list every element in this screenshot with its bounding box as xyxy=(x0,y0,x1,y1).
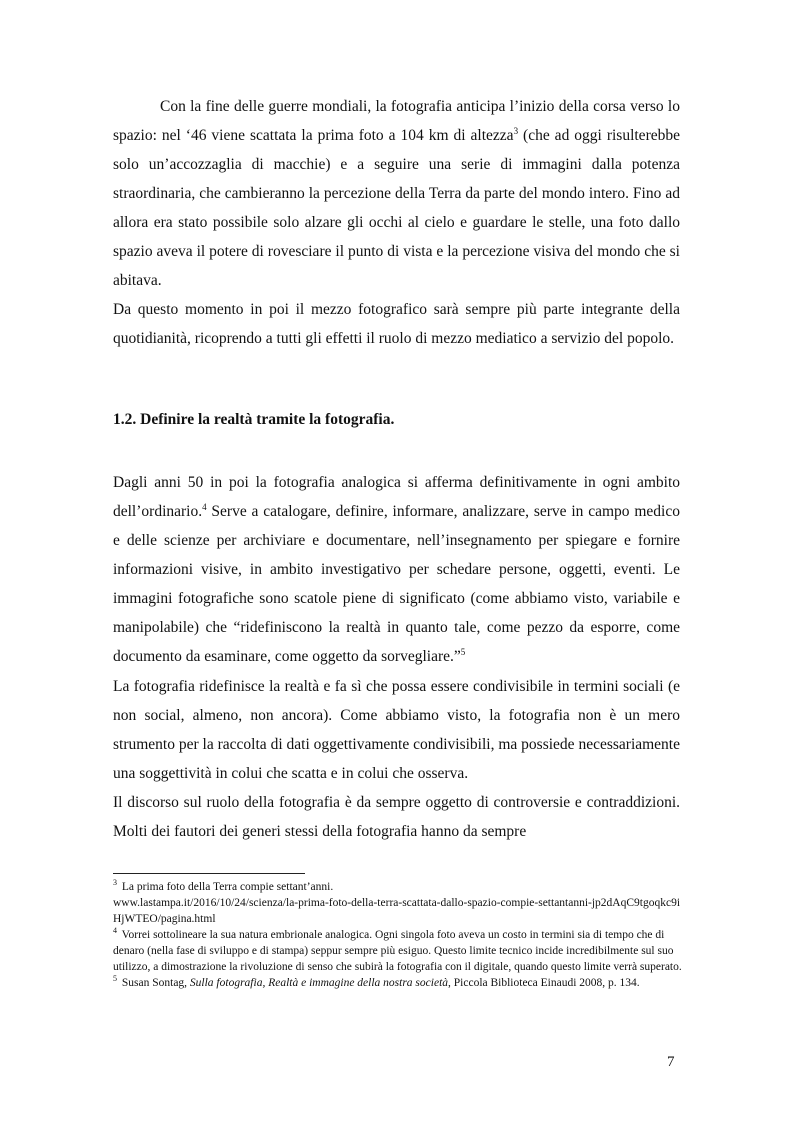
footnote-5 xyxy=(113,975,685,991)
footnote-separator xyxy=(113,873,305,874)
paragraph-text: (che ad oggi risulterebbe solo un’accozzaglia di macchie) e a seguire una serie di immagini dalla potenza straordinaria, che cambieranno la percezione della Terra da parte del mondo intero. Fino ad allora era stato possibile solo alzare gli occhi al cielo e guardare le stelle, una foto dallo spazio aveva il potere di rovesciare il punto di vista e la percezione visiva del mondo che si abitava. xyxy=(113,127,680,289)
footnote-book-title: Sulla fotografia, Realtà e immagine della nostra società xyxy=(189,977,449,989)
paragraph-text: Dagli anni 50 in poi la fotografia analogica si afferma definitivamente in ogni ambito dell’ordinario. xyxy=(113,474,680,520)
paragraph-text: Serve a catalogare, definire, informare, analizzare, serve in campo medico e delle scienze per archiviare e documentare, nell’insegnamento per spiegare e fornire informazioni visive, in ambito investigativo per schedare persone, oggetti, eventi. Le immagini fotografiche sono scatole piene di significato (come abbiamo visto, variabile e manipolabile) che “ridefiniscono la realtà in quanto tale, come pezzo da esporre, come documento da esaminare, come oggetto da sorvegliare.” xyxy=(113,503,680,665)
footnote-4 xyxy=(113,927,685,975)
footnote-3 xyxy=(113,879,685,927)
footnote-ref-3[interactable]: 3 xyxy=(513,125,519,136)
footnote-ref-4[interactable]: 4 xyxy=(202,501,207,512)
footnote-text: La prima foto della Terra compie settant’anni. xyxy=(119,881,334,893)
footnote-number: 5 xyxy=(113,974,117,984)
section-heading: 1.2. Definire la realtà tramite la fotografia. xyxy=(113,411,395,428)
footnote-author: Susan Sontag, xyxy=(119,977,190,989)
paragraph-text: Con la fine delle guerre mondiali, la fotografia anticipa l’inizio della corsa verso lo spazio: nel ‘46 viene scattata la prima foto a 104 km di altezza xyxy=(113,98,680,144)
footnote-text: Vorrei sottolineare la sua natura embrionale analogica. Ogni singola foto aveva un costo in termini sia di tempo che di denaro (nella fase di sviluppo e di stampa) seppur sempre più esiguo. Questo limite tecnico incide incredibilmente sul suo utilizzo, a dimostrazione la rivoluzione di senso che subirà la fotografia con il digitale, quando questo limite verrà superato. xyxy=(113,929,682,973)
footnote-link[interactable]: www.lastampa.it/2016/10/24/scienza/la-prima-foto-della-terra-scattata-dallo-spazio-compie-settantanni-jp2dAqC9tgoqkc9iHjWTEO/pagina.html xyxy=(113,897,681,925)
footnote-number: 3 xyxy=(113,878,117,888)
footnote-ref-5[interactable]: 5 xyxy=(460,646,466,657)
footnotes xyxy=(113,879,685,991)
paragraph-controversy: Il discorso sul ruolo della fotografia è da sempre oggetto di controversie e contraddizioni. Molti dei fautori dei generi stessi della fotografia hanno da sempre xyxy=(113,794,680,840)
page-number: 7 xyxy=(667,1054,675,1070)
paragraph-space-photo xyxy=(113,92,680,295)
footnote-text: , Piccola Biblioteca Einaudi 2008, p. 134. xyxy=(448,977,640,989)
paragraph-reality: La fotografia ridefinisce la realtà e fa sì che possa essere condivisibile in termini sociali (e non social, almeno, non ancora). Come abbiamo visto, la fotografia non è un mero strumento per la raccolta di dati oggettivamente condivisibili, ma possiede necessariamente una soggettività in colui che scatta e in colui che osserva. xyxy=(113,678,680,782)
paragraph-analog-photography xyxy=(113,468,680,671)
footnote-number: 4 xyxy=(113,926,117,936)
paragraph-media: Da questo momento in poi il mezzo fotografico sarà sempre più parte integrante della quotidianità, ricoprendo a tutti gli effetti il ruolo di mezzo mediatico a servizio del popolo. xyxy=(113,301,680,347)
